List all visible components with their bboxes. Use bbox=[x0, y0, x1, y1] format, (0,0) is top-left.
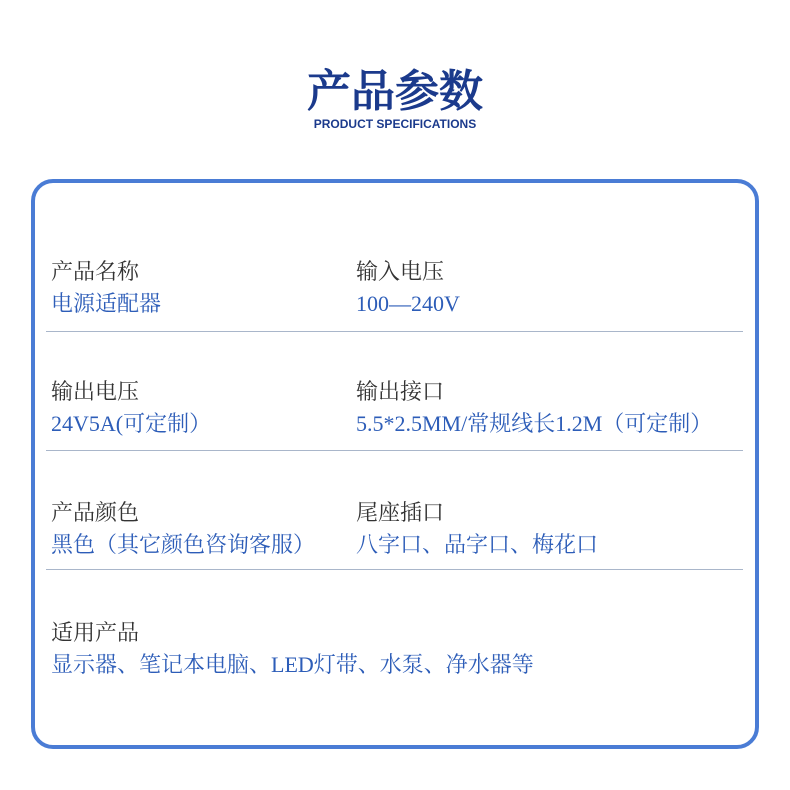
spec-value: 100—240V bbox=[356, 291, 460, 316]
spec-item-output-voltage bbox=[51, 381, 211, 435]
spec-item-output-connector bbox=[356, 381, 712, 435]
spec-label: 输出电压 bbox=[51, 379, 140, 404]
spec-label: 输出接口 bbox=[356, 379, 445, 404]
spec-value: 黑色（其它颜色咨询客服） bbox=[51, 532, 316, 557]
row-divider bbox=[46, 569, 743, 570]
spec-label: 尾座插口 bbox=[356, 500, 445, 525]
spec-label: 产品颜色 bbox=[51, 500, 140, 525]
spec-value: 八字口、品字口、梅花口 bbox=[356, 532, 599, 557]
spec-value: 24V5A(可定制） bbox=[51, 411, 212, 436]
spec-item-input-voltage bbox=[356, 261, 460, 315]
row-divider bbox=[46, 450, 743, 451]
spec-label: 输入电压 bbox=[356, 259, 445, 284]
spec-item-applicable-products bbox=[51, 622, 534, 676]
spec-label: 适用产品 bbox=[51, 620, 140, 645]
row-divider bbox=[46, 331, 743, 332]
page-subtitle: PRODUCT SPECIFICATIONS bbox=[313, 117, 477, 131]
spec-value: 5.5*2.5MM/常规线长1.2M（可定制） bbox=[356, 411, 713, 436]
spec-item-product-name bbox=[51, 261, 161, 315]
spec-value: 电源适配器 bbox=[51, 291, 162, 316]
spec-value: 显示器、笔记本电脑、LED灯带、水泵、净水器等 bbox=[51, 652, 534, 677]
spec-item-product-color bbox=[51, 502, 315, 556]
page-title: 产品参数 bbox=[307, 67, 483, 116]
spec-item-tail-socket bbox=[356, 502, 598, 556]
spec-label: 产品名称 bbox=[51, 259, 140, 284]
